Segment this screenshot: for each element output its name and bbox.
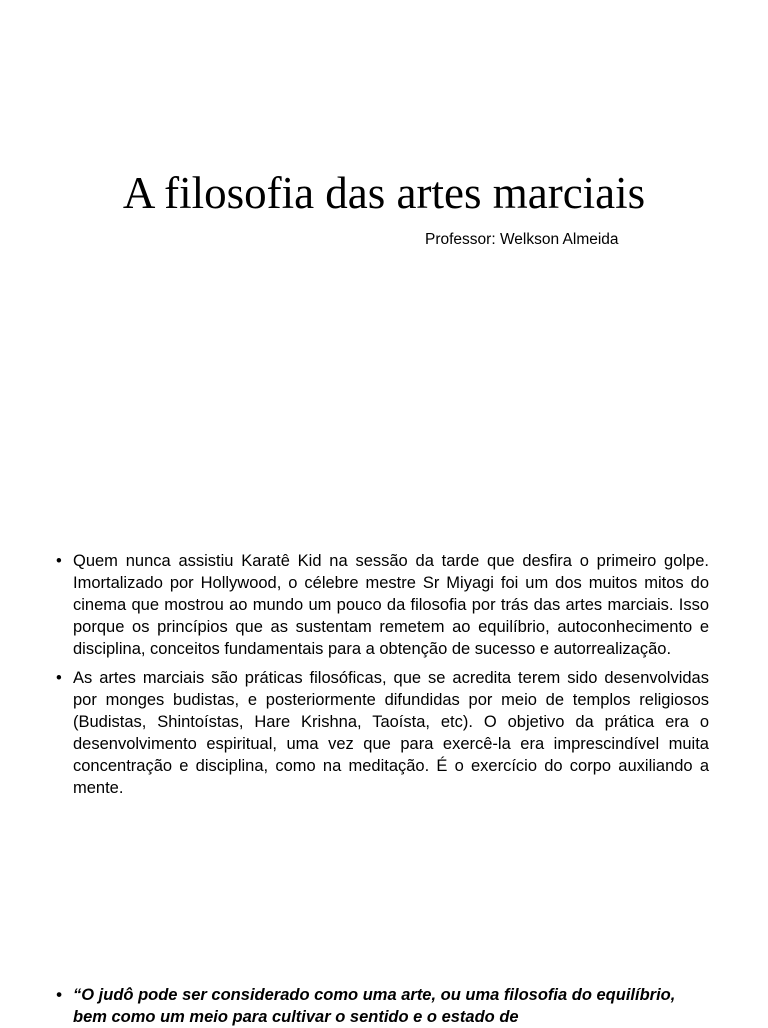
- bullet-item-karate-kid: [56, 550, 709, 660]
- bullet-item-philosophy: [56, 667, 709, 799]
- page-title: A filosofia das artes marciais: [122, 168, 646, 218]
- bullet-marker: •: [56, 986, 62, 1004]
- bullet-list: [56, 550, 709, 806]
- bullet-marker: •: [56, 669, 62, 687]
- bullet-marker: •: [56, 552, 62, 570]
- bullet-text: As artes marciais são práticas filosóficas, que se acredita terem sido desenvolvidas por monges budistas, e posteriormente difundidas por meio de templos religiosos (Budistas, Shintoístas, Hare Krishna, Taoísta, etc). O objetivo da prática era o desenvolvimento espiritual, uma vez que para exercê-la era imprescindível muita concentração e disciplina, como na meditação. É o exercício do corpo auxiliando a mente.: [73, 669, 709, 797]
- bullet-text: Quem nunca assistiu Karatê Kid na sessão da tarde que desfira o primeiro golpe. Imortalizado por Hollywood, o célebre mestre Sr Miyagi foi um dos muitos mitos do cinema que mostrou ao mundo um pouco da filosofia por trás das artes marciais. Isso porque os princípios que as sustentam remetem ao equilíbrio, autoconhecimento e disciplina, conceitos fundamentais para a obtenção de sucesso e autorrealização.: [73, 552, 709, 658]
- quote-item: [56, 984, 709, 1028]
- quote-text: “O judô pode ser considerado como uma arte, ou uma filosofia do equilíbrio, bem como um meio para cultivar o sentido e o estado de: [73, 986, 676, 1026]
- author-subtitle: Professor: Welkson Almeida: [425, 231, 619, 248]
- quote-list: [56, 984, 709, 1028]
